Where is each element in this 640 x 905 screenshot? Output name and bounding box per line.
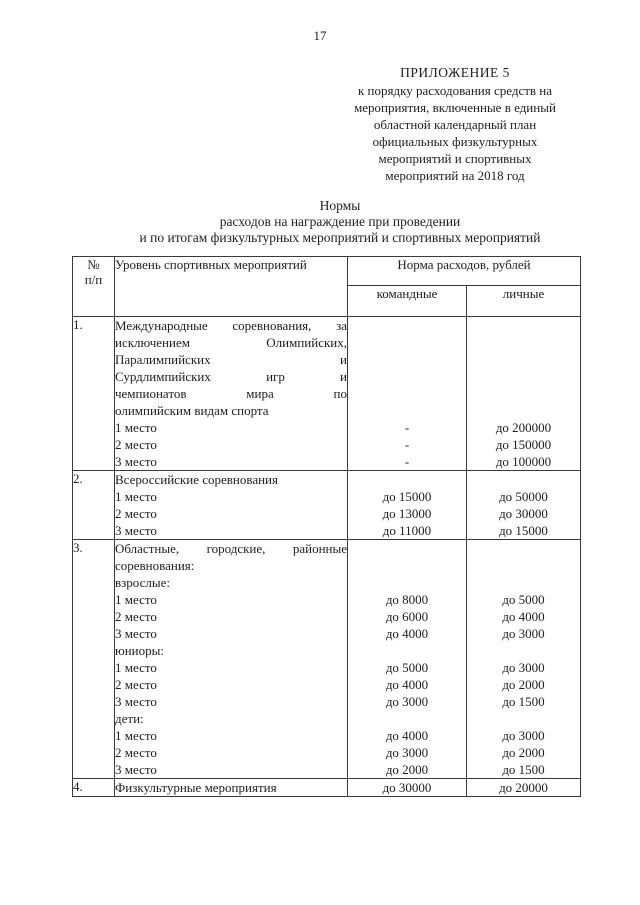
header-norm: Норма расходов, рублей — [348, 257, 581, 286]
header-number-abbr: п/п — [84, 272, 103, 287]
personal-value: до 200000 — [495, 420, 552, 435]
personal-value: до 1500 — [502, 694, 545, 709]
place-label: 3 место — [115, 694, 157, 709]
personal-values — [467, 471, 581, 540]
row-description — [115, 317, 348, 471]
description-line: чемпионатов мира по — [115, 386, 347, 401]
group-label: юниоры: — [115, 643, 164, 658]
team-value: до 4000 — [385, 677, 429, 692]
description-line: Физкультурные мероприятия — [115, 780, 277, 795]
table-row — [73, 471, 581, 540]
description-line: исключением Олимпийских, — [115, 335, 347, 350]
personal-value: до 2000 — [502, 745, 545, 760]
place-label: 1 место — [115, 592, 157, 607]
team-values — [348, 471, 467, 540]
personal-value: до 2000 — [502, 677, 545, 692]
place-label: 2 место — [115, 677, 157, 692]
description-line: Всероссийские соревнования — [115, 472, 278, 487]
place-label: 1 место — [115, 660, 157, 675]
team-value: до 2000 — [385, 762, 429, 777]
personal-value: до 5000 — [502, 592, 545, 607]
team-value: до 4000 — [385, 728, 429, 743]
place-label: 3 место — [115, 523, 157, 538]
personal-value: до 3000 — [502, 626, 545, 641]
norms-title-line: расходов на награждение при проведении — [219, 214, 461, 229]
team-value: до 30000 — [348, 779, 467, 797]
group-label: взрослые: — [115, 575, 170, 590]
appendix-title: ПРИЛОЖЕНИЕ 5 — [400, 65, 510, 80]
place-label: 2 место — [115, 506, 157, 521]
group-label: дети: — [115, 711, 144, 726]
appendix-line: мероприятий и спортивных — [378, 151, 532, 166]
table-row — [73, 779, 581, 797]
personal-value: до 1500 — [502, 762, 545, 777]
row-description — [115, 540, 348, 779]
team-value: до 4000 — [385, 626, 429, 641]
team-value: - — [404, 437, 410, 452]
place-label: 2 место — [115, 745, 157, 760]
personal-value: до 50000 — [499, 489, 548, 504]
team-value: до 5000 — [385, 660, 429, 675]
table-row — [73, 317, 581, 471]
personal-values — [467, 540, 581, 779]
team-value: до 11000 — [382, 523, 432, 538]
appendix-line: мероприятий на 2018 год — [385, 168, 525, 183]
table-header-row — [73, 257, 581, 286]
header-personal: личные — [467, 286, 581, 317]
norms-title — [60, 198, 620, 246]
team-value: - — [404, 454, 410, 469]
personal-value: до 15000 — [499, 523, 548, 538]
place-label: 1 место — [115, 420, 157, 435]
team-value: до 13000 — [382, 506, 432, 521]
row-description — [115, 779, 348, 797]
personal-value: до 100000 — [495, 454, 552, 469]
personal-value: до 3000 — [502, 728, 545, 743]
place-label: 3 место — [115, 626, 157, 641]
team-value: до 3000 — [385, 694, 429, 709]
row-number: 1. — [73, 317, 115, 471]
table-row — [73, 540, 581, 779]
place-label: 1 место — [115, 489, 157, 504]
personal-value: до 30000 — [499, 506, 548, 521]
header-number-symbol: № — [87, 257, 100, 272]
description-line: Сурдлимпийских игр и — [115, 369, 347, 384]
place-label: 3 место — [115, 454, 157, 469]
header-number — [73, 257, 115, 317]
appendix-line: областной календарный план — [373, 117, 537, 132]
row-number: 2. — [73, 471, 115, 540]
team-value: до 8000 — [385, 592, 429, 607]
norms-table — [72, 256, 581, 797]
personal-value: до 150000 — [495, 437, 552, 452]
description-line: олимпийским видам спорта — [115, 403, 269, 418]
appendix-line: к порядку расходования средств на — [357, 83, 553, 98]
row-description — [115, 471, 348, 540]
team-values — [348, 540, 467, 779]
place-label: 2 место — [115, 609, 157, 624]
row-number: 4. — [73, 779, 115, 797]
personal-value: до 4000 — [502, 609, 545, 624]
team-values — [348, 317, 467, 471]
team-value: до 15000 — [382, 489, 432, 504]
team-value: - — [404, 420, 410, 435]
norms-title-line: Нормы — [319, 198, 361, 213]
row-number: 3. — [73, 540, 115, 779]
norms-title-line: и по итогам физкультурных мероприятий и спортивных мероприятий — [139, 230, 541, 245]
description-line: Паралимпийских и — [115, 352, 347, 367]
header-team: командные — [348, 286, 467, 317]
description-line: соревнования: — [115, 558, 195, 573]
description-line: Международные соревнования, за — [115, 318, 347, 333]
page-number: 17 — [313, 28, 327, 43]
place-label: 1 место — [115, 728, 157, 743]
place-label: 3 место — [115, 762, 157, 777]
personal-value: до 3000 — [502, 660, 545, 675]
place-label: 2 место — [115, 437, 157, 452]
appendix-line: официальных физкультурных — [372, 134, 538, 149]
appendix-header — [320, 64, 590, 184]
team-value: до 3000 — [385, 745, 429, 760]
header-level: Уровень спортивных мероприятий — [115, 257, 348, 317]
description-line: Областные, городские, районные — [115, 541, 347, 556]
team-value: до 6000 — [385, 609, 429, 624]
personal-value: до 20000 — [467, 779, 581, 797]
personal-values — [467, 317, 581, 471]
appendix-line: мероприятия, включенные в единый — [354, 100, 556, 115]
